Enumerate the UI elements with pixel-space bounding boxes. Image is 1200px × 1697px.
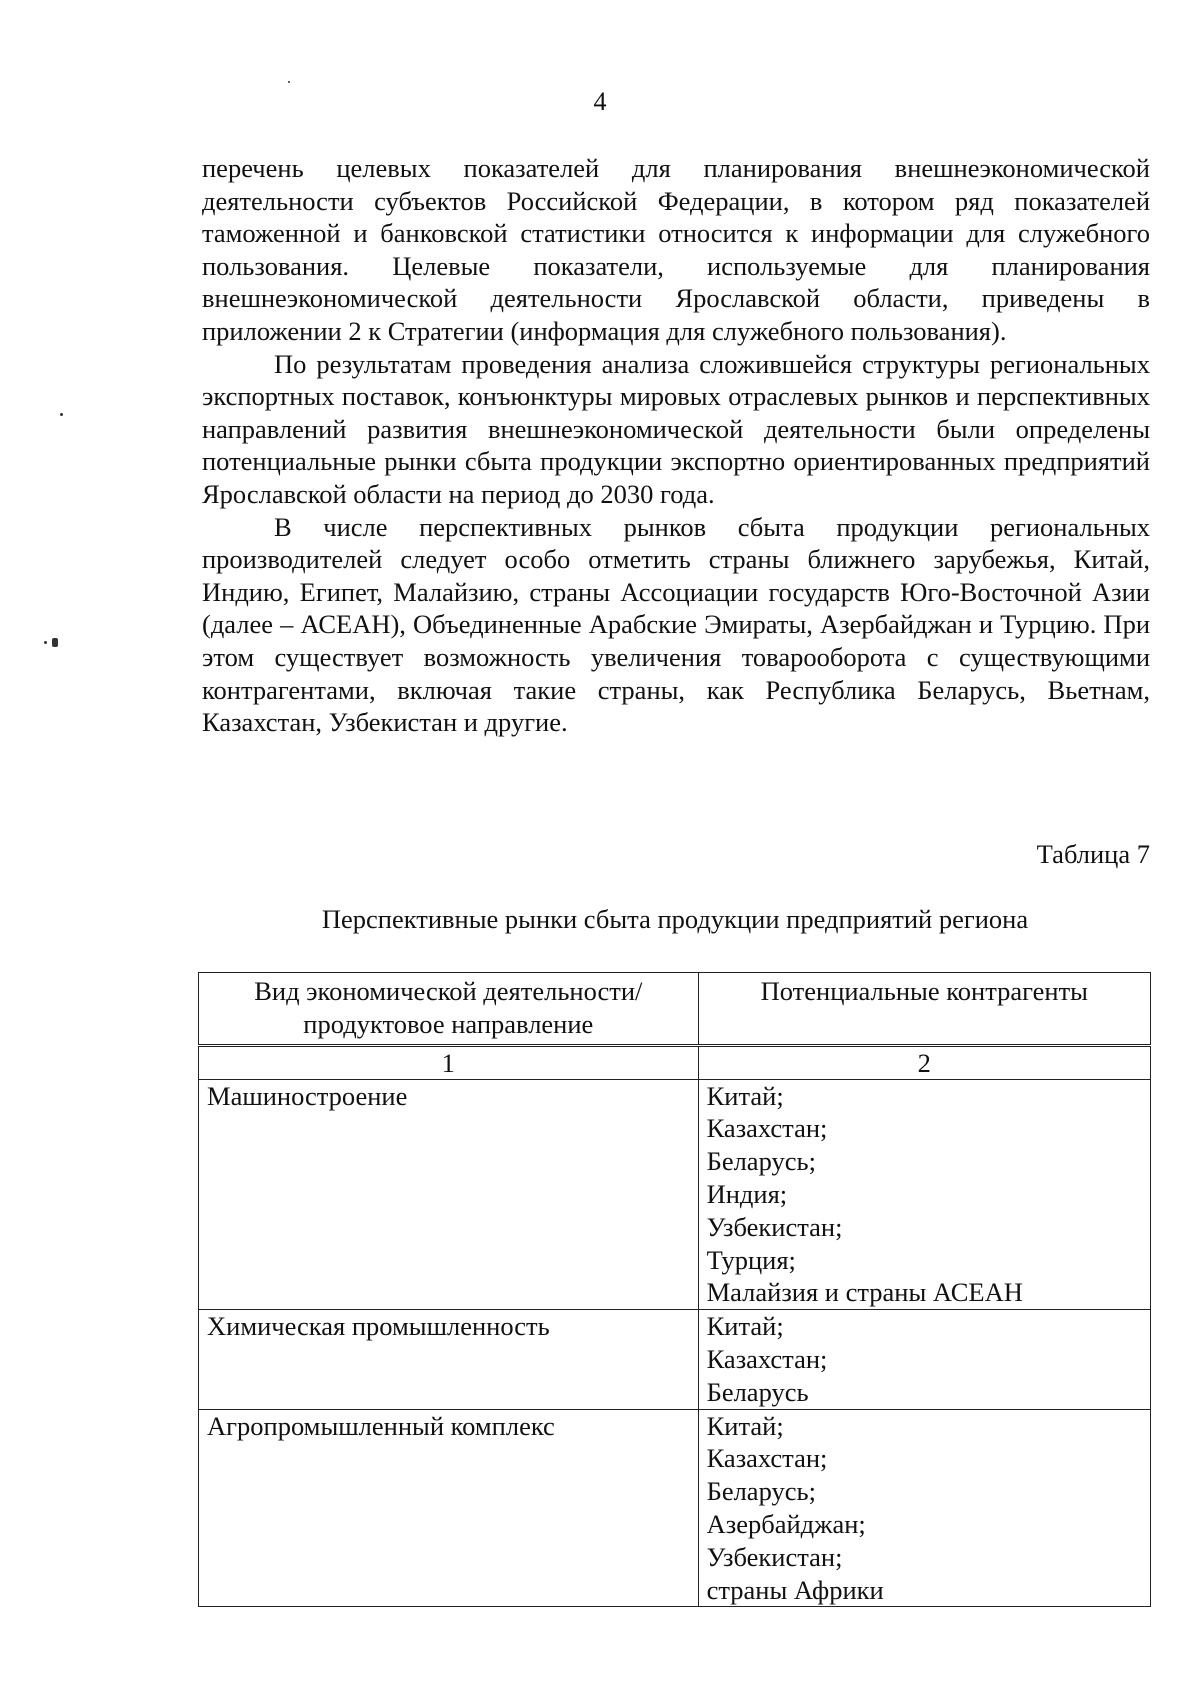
sector-cell: Машиностроение bbox=[199, 1079, 699, 1310]
sector-cell: Химическая промышленность bbox=[199, 1310, 699, 1409]
header-partners-cell: Потенциальные контрагенты bbox=[698, 973, 1150, 1046]
partner-item: Узбекистан; bbox=[706, 1211, 843, 1242]
scan-speck bbox=[52, 638, 58, 647]
header-sector-line-2: продуктовое направление bbox=[303, 1008, 594, 1039]
scan-speck bbox=[44, 641, 47, 644]
partner-item: Турция; bbox=[706, 1244, 796, 1275]
paragraph-1: перечень целевых показателей для планирования внешнеэкономической деятельности субъектов Российской Федерации, в котором ряд показателей таможенной и банковской статистики относится к информации для служебного пользования. Целевые показатели, используемые для планирования внешнеэкономической деятельности Ярославской области, приведены в приложении 2 к Стратегии (информация для служебного пользования). bbox=[202, 153, 1150, 346]
partner-item: Беларусь; bbox=[706, 1146, 816, 1177]
table-label: Таблица 7 bbox=[1036, 839, 1150, 869]
header-sector-cell bbox=[199, 973, 699, 1046]
table-row bbox=[199, 1409, 1151, 1607]
scan-speck bbox=[288, 81, 290, 83]
partner-item: Казахстан; bbox=[706, 1113, 828, 1144]
partner-item: Казахстан; bbox=[706, 1343, 828, 1374]
paragraph-3: В числе перспективных рынков сбыта продукции региональных производителей следует особо отметить страны ближнего зарубежья, Китай, Индию, Египет, Малайзию, страны Ассоциации государств Юго-Восточной Азии (далее – АСЕАН), Объединенные Арабские Эмираты, Азербайджан и Турцию. При этом существует возможность увеличения товарооборота с существующими контрагентами, включая такие страны, как Республика Беларусь, Вьетнам, Казахстан, Узбекистан и другие. bbox=[202, 511, 1150, 738]
column-number-2: 2 bbox=[698, 1045, 1150, 1079]
partner-item: Индия; bbox=[706, 1178, 788, 1209]
column-number-row bbox=[199, 1045, 1151, 1079]
scan-speck bbox=[60, 413, 63, 416]
partner-item: Казахстан; bbox=[706, 1443, 828, 1474]
sector-cell: Агропромышленный комплекс bbox=[199, 1409, 699, 1607]
body-text bbox=[202, 152, 1150, 739]
table-header-row bbox=[199, 973, 1151, 1046]
header-sector-line-1: Вид экономической деятельности/ bbox=[254, 976, 643, 1006]
table-title: Перспективные рынки сбыта продукции предприятий региона bbox=[321, 904, 1029, 934]
column-number-1: 1 bbox=[199, 1045, 699, 1079]
markets-table bbox=[198, 972, 1151, 1607]
partner-item: Китай; bbox=[706, 1410, 784, 1441]
partner-item: Малайзия и страны АСЕАН bbox=[706, 1277, 1023, 1308]
table-row bbox=[199, 1079, 1151, 1310]
paragraph-2: По результатам проведения анализа сложившейся структуры региональных экспортных поставок, конъюнктуры мировых отраслевых рынков и перспективных направлений развития внешнеэкономической деятельности были определены потенциальные рынки сбыта продукции экспортно ориентированных предприятий Ярославской области на период до 2030 года. bbox=[202, 348, 1150, 509]
partner-item: Узбекистан; bbox=[706, 1541, 843, 1572]
partners-cell bbox=[698, 1409, 1150, 1607]
partner-item: Китай; bbox=[706, 1080, 784, 1111]
partner-item: Азербайджан; bbox=[706, 1508, 866, 1539]
partners-cell bbox=[698, 1310, 1150, 1409]
partners-cell bbox=[698, 1079, 1150, 1310]
page-number: 4 bbox=[593, 87, 607, 116]
partner-item: страны Африки bbox=[706, 1574, 884, 1605]
partner-item: Беларусь; bbox=[706, 1476, 816, 1507]
partner-item: Китай; bbox=[706, 1311, 784, 1342]
partner-item: Беларусь bbox=[706, 1376, 809, 1407]
table-row bbox=[199, 1310, 1151, 1409]
